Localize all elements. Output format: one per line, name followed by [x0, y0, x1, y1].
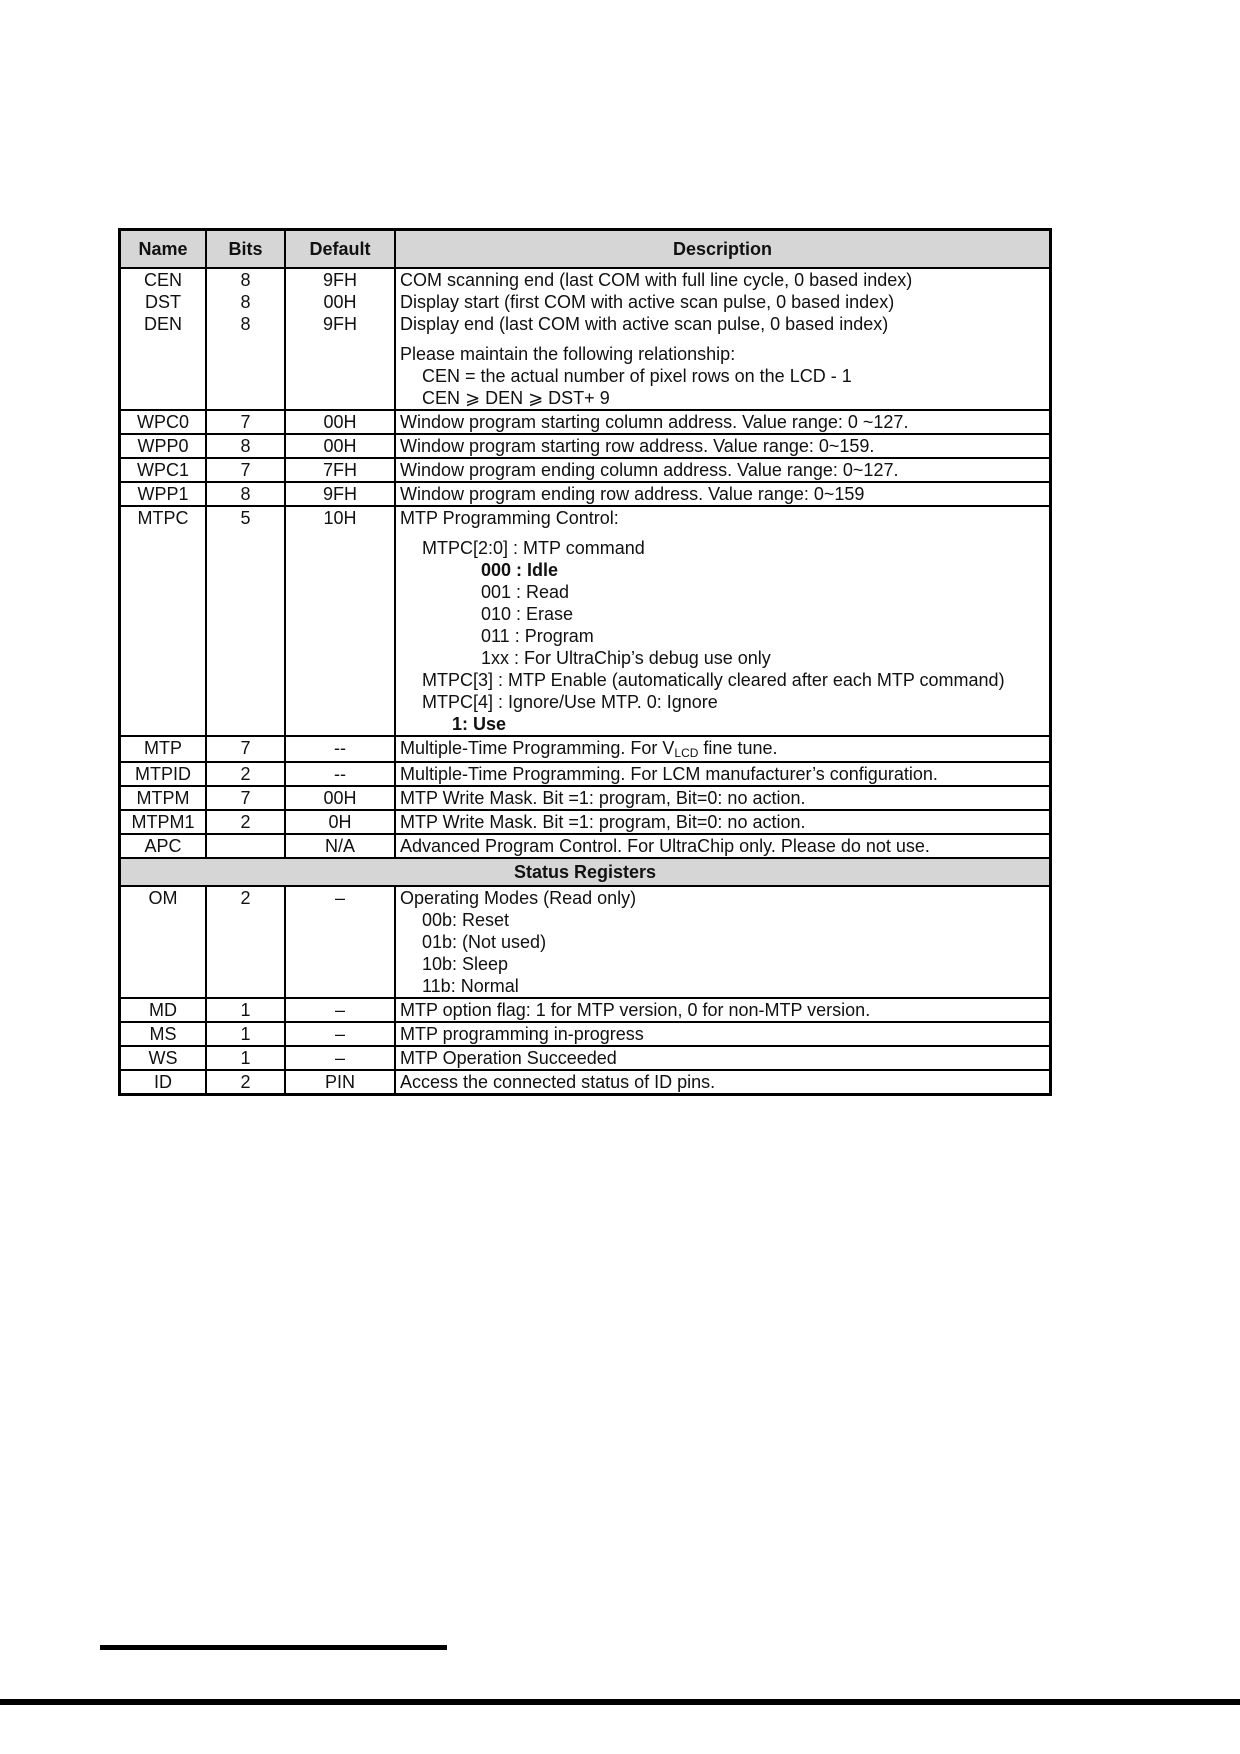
cell-bits: 2 [206, 762, 285, 786]
cell-name: MTPC [120, 506, 207, 736]
cell-default: 9FH [285, 482, 395, 506]
table-header-row [120, 230, 1051, 269]
cell-default: – [285, 998, 395, 1022]
cell-desc: Multiple-Time Programming. For LCM manufacturer’s configuration. [395, 762, 1051, 786]
table-row [120, 434, 1051, 458]
mtpc-command-erase: 010 : Erase [481, 604, 574, 624]
cell-name: MTPID [120, 762, 207, 786]
table-row [120, 1070, 1051, 1095]
mtpc-command-pair [400, 559, 1045, 603]
cen-group-bits [206, 268, 285, 410]
cell-desc: MTP Operation Succeeded [395, 1046, 1051, 1070]
cell-name: WPC0 [120, 410, 207, 434]
table-row-mtpc [120, 506, 1051, 736]
cell-bits: 2 [206, 1070, 285, 1095]
cell-bits: 7 [206, 410, 285, 434]
relationship-line: CEN = the actual number of pixel rows on the LCD - 1 [422, 366, 852, 386]
mtp-desc-pre: Multiple-Time Programming. For V [400, 738, 675, 758]
cell-default: 0H [285, 810, 395, 834]
cell-bits: 2 [206, 886, 285, 998]
cell-name: WPP1 [120, 482, 207, 506]
cell-desc: Display start (first COM with active scan pulse, 0 based index) [400, 292, 895, 312]
table-row [120, 410, 1051, 434]
header-description: Description [395, 230, 1051, 269]
om-mode-sleep: 10b: Sleep [422, 954, 509, 974]
table-row [120, 762, 1051, 786]
mtpc-command-idle [481, 559, 711, 581]
om-mode-normal: 11b: Normal [422, 976, 519, 996]
relationship-note: Please maintain the following relationship: [400, 344, 736, 364]
mtpc-command-line: MTPC[2:0] : MTP command [422, 538, 645, 558]
om-mode-reset: 00b: Reset [422, 910, 510, 930]
cell-name: WPP0 [120, 434, 207, 458]
om-mode-not-used: 01b: (Not used) [422, 932, 547, 952]
cell-bits: 1 [206, 1046, 285, 1070]
mtpc-title: MTP Programming Control: [400, 508, 619, 528]
table-row [120, 786, 1051, 810]
cell-desc: Window program starting row address. Value range: 0~159. [395, 434, 1051, 458]
status-registers-row [120, 858, 1051, 886]
cell-default: – [285, 1022, 395, 1046]
om-title: Operating Modes (Read only) [400, 888, 637, 908]
cen-group-description [395, 268, 1051, 410]
cell-bits [206, 834, 285, 858]
cell-name: ID [120, 1070, 207, 1095]
cell-name: OM [120, 886, 207, 998]
header-bits: Bits [206, 230, 285, 269]
om-mode-pair [400, 909, 1045, 953]
mtp-desc-post: fine tune. [698, 738, 778, 758]
cell-name: WPC1 [120, 458, 207, 482]
mtpc-ignore-text: MTPC[4] : Ignore/Use MTP. 0: Ignore [422, 692, 718, 712]
cell-desc: COM scanning end (last COM with full line cycle, 0 based index) [400, 270, 913, 290]
cell-default: -- [285, 762, 395, 786]
header-default: Default [285, 230, 395, 269]
cell-default: 00H [323, 292, 357, 312]
cell-bits: 5 [206, 506, 285, 736]
om-mode-pair [400, 953, 1045, 997]
table-row [120, 458, 1051, 482]
cell-bits: 8 [206, 434, 285, 458]
cell-name: DEN [143, 314, 182, 334]
mtp-desc-sub: LCD [674, 746, 699, 760]
cell-name: APC [120, 834, 207, 858]
cell-default: PIN [285, 1070, 395, 1095]
cell-default: 00H [285, 786, 395, 810]
mtpc-description [395, 506, 1051, 736]
cell-default: 9FH [322, 314, 357, 334]
cell-desc: MTP Write Mask. Bit =1: program, Bit=0: no action. [395, 810, 1051, 834]
table-row [120, 810, 1051, 834]
om-description [395, 886, 1051, 998]
footnote-rule [100, 1645, 447, 1650]
mtpc-command-program: 011 : Program [481, 626, 594, 646]
cell-name: MTPM1 [120, 810, 207, 834]
table-row-mtp [120, 736, 1051, 762]
cell-default: – [285, 1046, 395, 1070]
cell-name: CEN [143, 270, 182, 290]
cell-default: 7FH [285, 458, 395, 482]
cell-bits: 7 [206, 736, 285, 762]
cell-default: N/A [285, 834, 395, 858]
mtpc-ignore-line [400, 691, 1045, 735]
table-row [120, 998, 1051, 1022]
page-bottom-rule [0, 1699, 1240, 1705]
cell-bits: 7 [206, 786, 285, 810]
cell-name: MTP [120, 736, 207, 762]
cell-bits: 1 [206, 998, 285, 1022]
table-row [120, 1022, 1051, 1046]
mtpc-enable-line: MTPC[3] : MTP Enable (automatically cleared after each MTP command) [422, 670, 1005, 690]
cell-default: – [285, 886, 395, 998]
table-row-om [120, 886, 1051, 998]
cell-bits: 7 [206, 458, 285, 482]
cell-name: MS [120, 1022, 207, 1046]
cell-default: 9FH [322, 270, 357, 290]
mtpc-command-read: 001 : Read [481, 582, 570, 602]
cen-group-names [120, 268, 207, 410]
mtpc-use-text: 1: Use [452, 714, 507, 734]
table-row [120, 834, 1051, 858]
cen-group-defaults [285, 268, 395, 410]
cell-desc: MTP programming in-progress [395, 1022, 1051, 1046]
cell-default: 00H [285, 434, 395, 458]
cell-desc [395, 736, 1051, 762]
cell-desc: Window program starting column address. Value range: 0 ~127. [395, 410, 1051, 434]
cell-desc: Advanced Program Control. For UltraChip only. Please do not use. [395, 834, 1051, 858]
table-row [120, 482, 1051, 506]
cell-bits: 8 [206, 482, 285, 506]
cell-bits: 8 [240, 314, 251, 334]
cell-name: MTPM [120, 786, 207, 810]
table-row-cen-group [120, 268, 1051, 410]
cell-desc: Window program ending column address. Value range: 0~127. [395, 458, 1051, 482]
cell-desc: MTP option flag: 1 for MTP version, 0 for non-MTP version. [395, 998, 1051, 1022]
header-name: Name [120, 230, 207, 269]
cell-desc: Window program ending row address. Value range: 0~159 [395, 482, 1051, 506]
cell-name: DST [145, 292, 181, 312]
cell-bits: 1 [206, 1022, 285, 1046]
cell-desc: Access the connected status of ID pins. [395, 1070, 1051, 1095]
spacer [400, 529, 1045, 537]
mtpc-idle-code: 000 [481, 560, 512, 580]
mtpc-command-debug: 1xx : For UltraChip’s debug use only [481, 648, 771, 668]
cell-name: WS [120, 1046, 207, 1070]
cell-bits: 8 [240, 292, 251, 312]
cell-desc: Display end (last COM with active scan pulse, 0 based index) [400, 314, 889, 334]
status-registers-heading: Status Registers [120, 858, 1051, 886]
register-table [118, 228, 1052, 1096]
cell-default: 00H [285, 410, 395, 434]
cell-default: 10H [285, 506, 395, 736]
cell-bits: 2 [206, 810, 285, 834]
mtpc-command-pair [400, 603, 1045, 647]
spacer [400, 335, 1045, 343]
cell-default: -- [285, 736, 395, 762]
cell-name: MD [120, 998, 207, 1022]
cell-bits: 8 [240, 270, 251, 290]
relationship-line: CEN ⩾ DEN ⩾ DST+ 9 [422, 388, 610, 408]
cell-desc: MTP Write Mask. Bit =1: program, Bit=0: no action. [395, 786, 1051, 810]
mtpc-idle-label: : Idle [511, 560, 559, 580]
table-row [120, 1046, 1051, 1070]
